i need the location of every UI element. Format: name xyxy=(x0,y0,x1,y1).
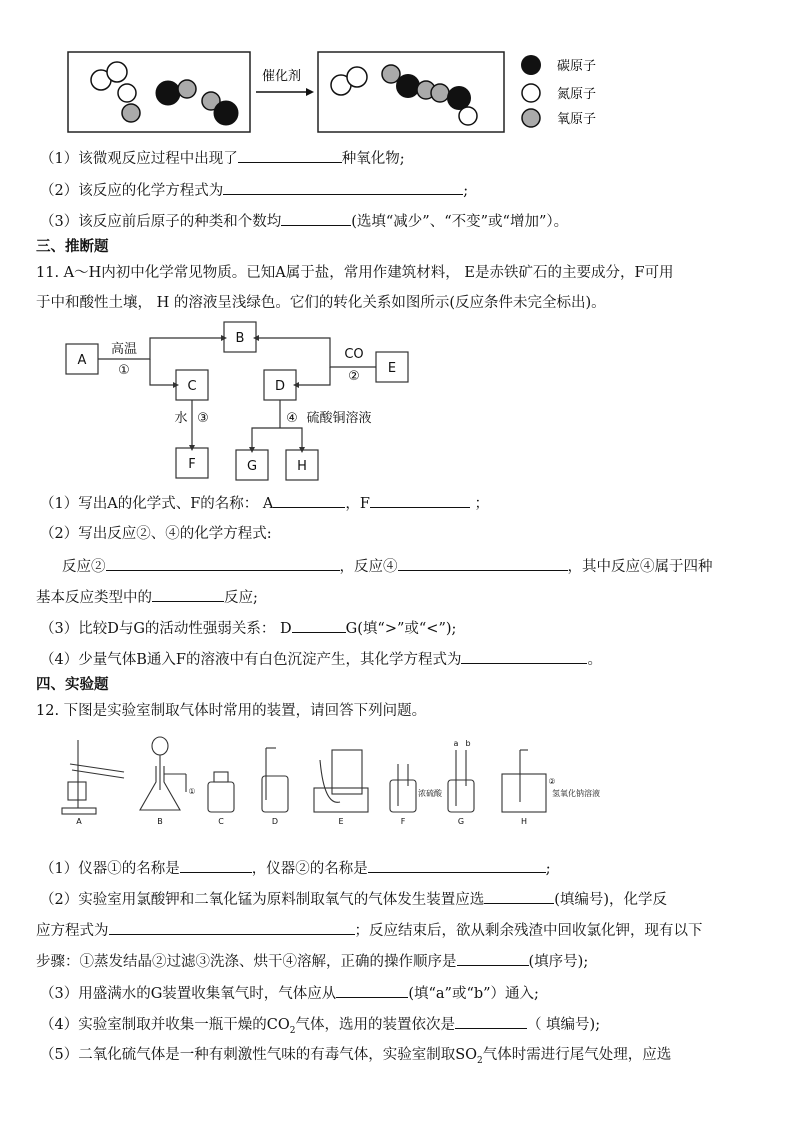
legend-carbon: 碳原子 xyxy=(557,59,597,74)
box-G: G xyxy=(246,459,258,474)
label-r1: ① xyxy=(118,363,130,378)
q11-part1: （1）写出A的化学式、F的名称： A ，F ； xyxy=(40,493,489,514)
q12-part3: （3）用盛满水的G装置收集氧气时，气体应从 (填“a”或“b”）通入; xyxy=(40,983,539,1004)
app-label-H: H xyxy=(520,817,528,826)
box-C: C xyxy=(187,379,197,394)
box-A: A xyxy=(77,353,87,368)
app-label-D: D xyxy=(271,817,279,826)
app-naoh: 氢氧化钠溶液 xyxy=(552,789,600,798)
legend-nitrogen: 氮原子 xyxy=(557,87,597,102)
app-h2so4: 浓硫酸 xyxy=(418,789,442,798)
q10-part1: （1）该微观反应过程中出现了 种氧化物; xyxy=(40,148,405,169)
q10-part2: （2）该反应的化学方程式为 ; xyxy=(40,180,468,201)
app-mark-1: ① xyxy=(188,787,196,796)
label-r3: ③ xyxy=(197,411,209,426)
app-a: a xyxy=(453,739,459,748)
q11-stem-line2: 于中和酸性土壤， H 的溶液呈浅绿色。它们的转化关系如图所示(反应条件未完全标出)。 xyxy=(36,295,606,311)
reaction-diagram xyxy=(0,0,794,140)
q12-stem: 12. 下图是实验室制取气体时常用的装置，请回答下列问题。 xyxy=(36,703,427,719)
box-D: D xyxy=(274,379,286,394)
app-label-G: G xyxy=(457,817,465,826)
q11-part2-cont: 基本反应类型中的 反应; xyxy=(36,587,258,608)
q12-part4: （4）实验室制取并收集一瓶干燥的$CO_2$气体，选用的装置依次是 （ 填编号); xyxy=(40,1014,600,1041)
section-3-heading: 三、推断题 xyxy=(36,239,109,255)
q12-part5: （5）二氧化硫气体是一种有刺激性气味的有毒气体，实验室制取$SO_2$气体时需进行尾气处理，应选 xyxy=(40,1047,672,1066)
box-E: E xyxy=(387,361,397,376)
app-label-B: B xyxy=(157,817,163,826)
label-cuso4: 硫酸铜溶液 xyxy=(306,411,372,426)
q11-stem-line1: 11. A～H内初中化学常见物质。已知A属于盐，常用作建筑材料， E是赤铁矿石的主要成分，F可用 xyxy=(36,265,674,281)
app-b: b xyxy=(465,739,471,748)
label-r2: ② xyxy=(348,369,360,384)
oxygen-atom-icon xyxy=(522,109,540,127)
label-r4: ④ xyxy=(286,411,298,426)
inference-diagram xyxy=(0,318,794,488)
section-4-heading: 四、实验题 xyxy=(36,677,109,693)
q11-part3: （3）比较D与G的活动性强弱关系： D G(填“>”或“<”); xyxy=(40,618,456,639)
q11-part4: （4）少量气体B通入F的溶液中有白色沉淀产生，其化学方程式为 。 xyxy=(40,649,602,670)
q10-part3: （3）该反应前后原子的种类和个数均 (选填“减少”、“不变”或“增加”）。 xyxy=(40,211,568,232)
app-mark-2: ② xyxy=(548,777,556,786)
app-label-C: C xyxy=(218,817,224,826)
box-B: B xyxy=(235,331,245,346)
legend-oxygen: 氧原子 xyxy=(557,112,597,127)
app-label-A: A xyxy=(76,817,82,826)
apparatus-diagram xyxy=(0,730,794,826)
app-label-F: F xyxy=(400,817,406,826)
label-co: CO xyxy=(344,347,364,362)
box-F: F xyxy=(188,457,196,472)
catalyst-label: 催化剂 xyxy=(262,69,302,84)
q12-part2-line3: 步骤：①蒸发结晶②过滤③洗涤、烘干④溶解，正确的操作顺序是 (填序号); xyxy=(36,951,588,972)
q12-part1: （1）仪器①的名称是 ，仪器②的名称是 ; xyxy=(40,858,551,879)
q11-part2-line: 反应② ，反应④ ，其中反应④属于四种 xyxy=(62,556,713,577)
carbon-atom-icon xyxy=(521,55,541,75)
box-H: H xyxy=(297,459,307,474)
nitrogen-atom-icon xyxy=(522,84,540,102)
q12-part2-line2: 应方程式为 ；反应结束后，欲从剩余残渣中回收氯化钾，现有以下 xyxy=(36,920,703,941)
q11-part2: （2）写出反应②、④的化学方程式: xyxy=(40,526,272,542)
app-label-E: E xyxy=(338,817,344,826)
label-high-temp: 高温 xyxy=(110,342,138,357)
label-water: 水 xyxy=(174,411,188,426)
q12-part2: （2）实验室用氯酸钾和二氧化锰为原料制取氧气的气体发生装置应选 (填编号)，化学反 xyxy=(40,889,667,910)
